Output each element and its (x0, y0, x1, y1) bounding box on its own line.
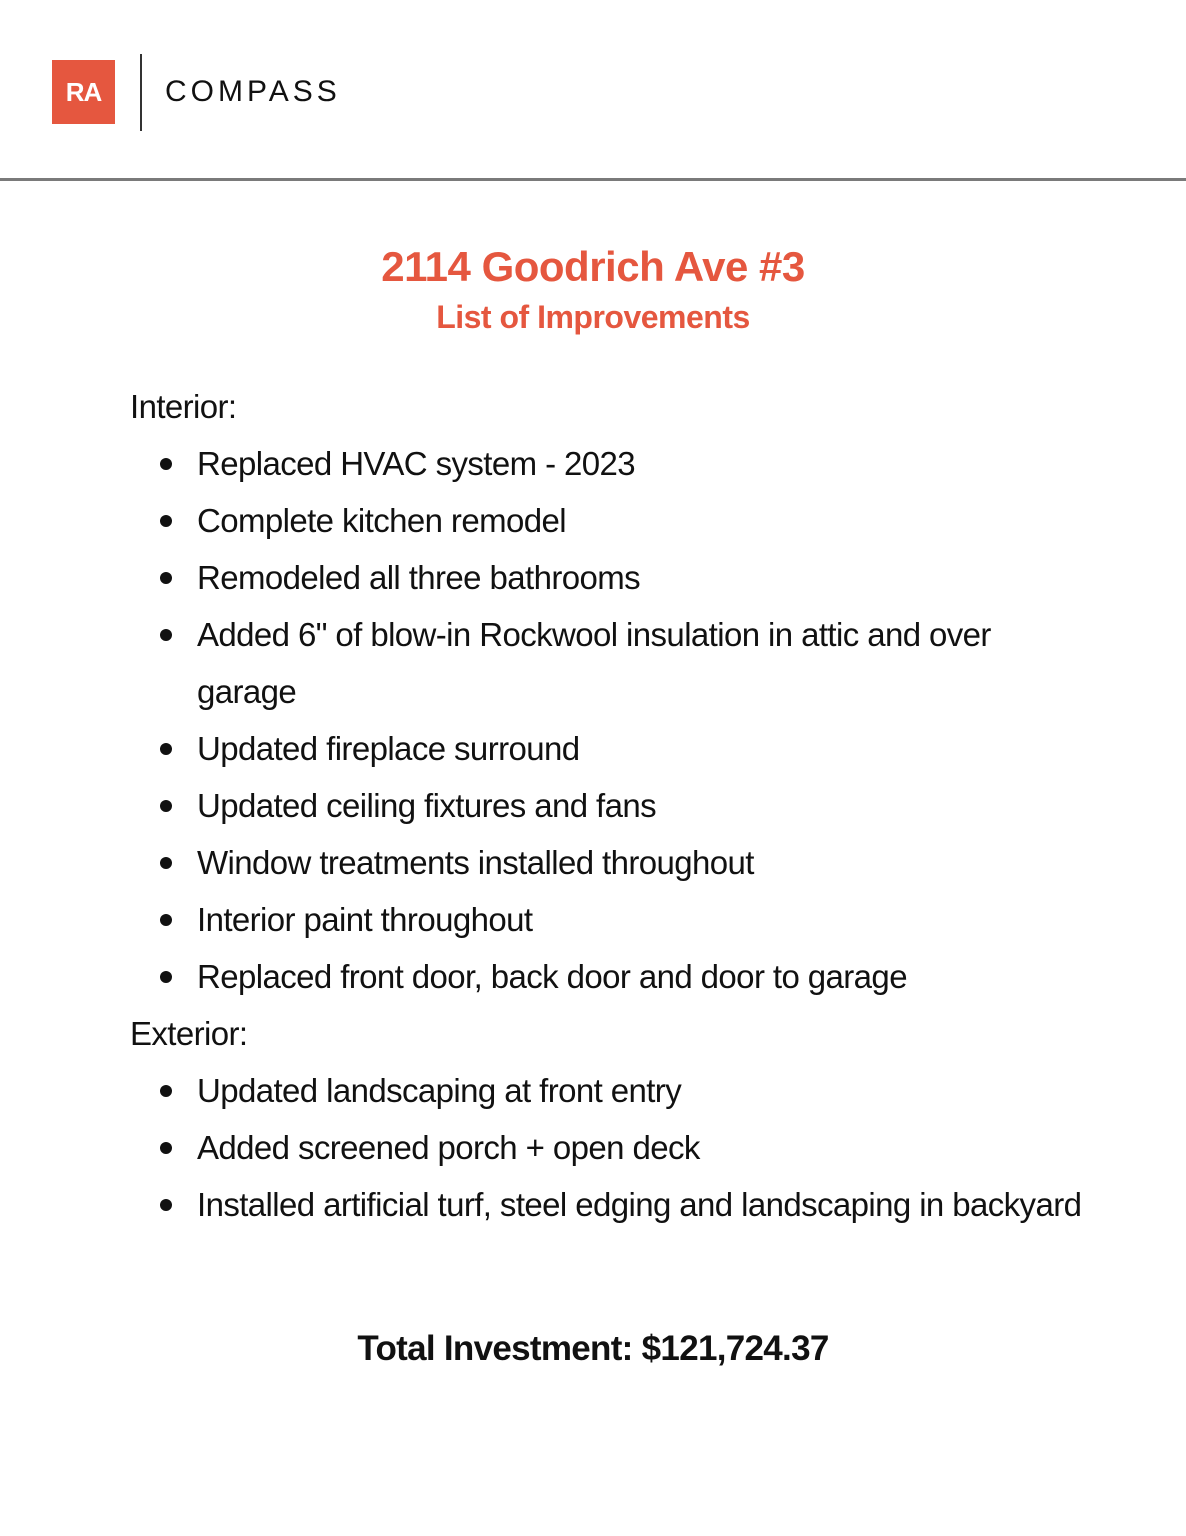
list-item: Window treatments installed throughout (197, 834, 1090, 891)
list-item: Added 6" of blow-in Rockwool insulation in attic and over garage (197, 606, 1090, 720)
logo-divider (140, 54, 142, 131)
list-item: Added screened porch + open deck (197, 1119, 1090, 1176)
page-header (0, 0, 1186, 180)
list-item: Installed artificial turf, steel edging and landscaping in backyard (197, 1176, 1090, 1233)
improvement-list (130, 435, 1090, 1005)
section-label: Interior: (130, 388, 237, 425)
header-divider (0, 178, 1186, 181)
ra-logo-text: RA (65, 76, 102, 107)
list-item: Remodeled all three bathrooms (197, 549, 1090, 606)
compass-logo: COMPASS (165, 75, 341, 108)
list-item: Interior paint throughout (197, 891, 1090, 948)
ra-logo (52, 60, 115, 124)
list-item: Updated landscaping at front entry (197, 1062, 1090, 1119)
document-title: 2114 Goodrich Ave #3 (381, 243, 805, 290)
list-item: Replaced HVAC system - 2023 (197, 435, 1090, 492)
document-subtitle: List of Improvements (436, 299, 750, 335)
list-item: Updated ceiling fixtures and fans (197, 777, 1090, 834)
section-label: Exterior: (130, 1015, 248, 1052)
list-item: Complete kitchen remodel (197, 492, 1090, 549)
improvements-content (130, 378, 1090, 1233)
total-investment: Total Investment: $121,724.37 (357, 1329, 829, 1368)
list-item: Updated fireplace surround (197, 720, 1090, 777)
section-interior (130, 378, 1090, 1005)
section-exterior (130, 1005, 1090, 1233)
list-item: Replaced front door, back door and door to garage (197, 948, 1090, 1005)
improvement-list (130, 1062, 1090, 1233)
